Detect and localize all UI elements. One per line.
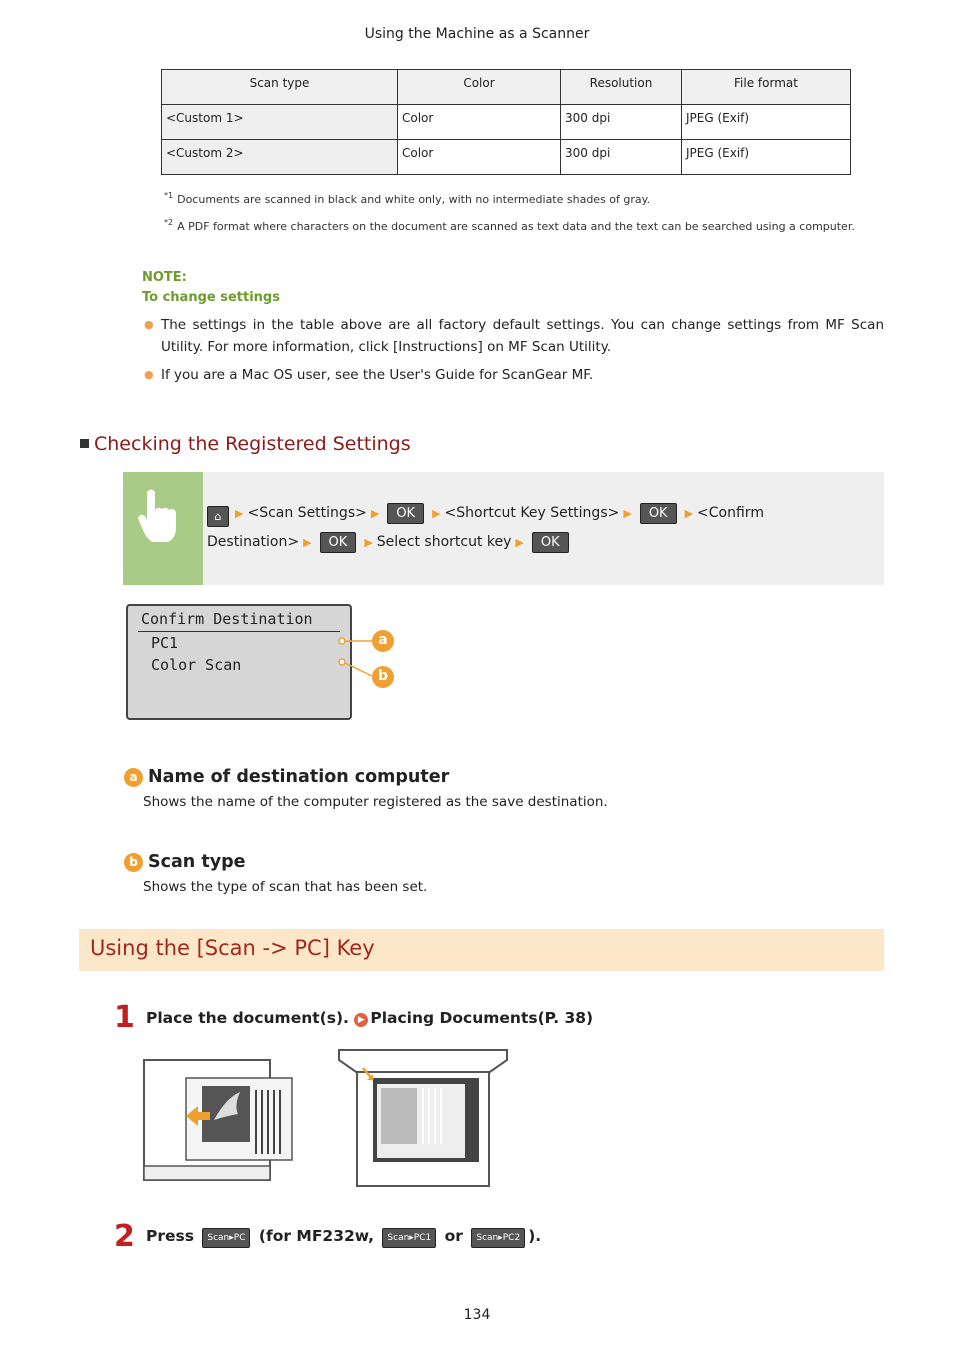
- table-cell: JPEG (Exif): [682, 105, 851, 140]
- operation-line-2: [207, 528, 867, 557]
- table-cell: <Custom 2>: [162, 140, 398, 175]
- column-header: File format: [682, 70, 851, 105]
- operation-text: Destination>: [207, 534, 300, 550]
- badge-a-icon: a: [124, 768, 143, 787]
- footnote-text: A PDF format where characters on the document are scanned as text data and the text can be searched using a computer.: [177, 220, 855, 233]
- table-cell: <Custom 1>: [162, 105, 398, 140]
- step-number: 2: [114, 1219, 135, 1254]
- step-text: [146, 1227, 541, 1248]
- operation-text: <Confirm: [697, 505, 764, 521]
- square-icon: [80, 439, 89, 448]
- arrow-icon: ▶: [515, 536, 524, 549]
- operation-box: [123, 472, 884, 585]
- operation-text: <Shortcut Key Settings>: [444, 505, 620, 521]
- scan-pc2-key: Scan▸PC2: [471, 1228, 525, 1248]
- arrow-icon: ▶: [623, 507, 632, 520]
- note-label: NOTE:: [142, 270, 187, 285]
- section-title: Checking the Registered Settings: [94, 433, 411, 455]
- operation-text: Select shortcut key: [376, 534, 512, 550]
- step-number: 1: [114, 1000, 135, 1035]
- lcd-title: Confirm Destination: [141, 610, 313, 628]
- note-subtitle: To change settings: [142, 290, 280, 305]
- footnote-2: [164, 218, 855, 233]
- section-heading: [80, 433, 411, 455]
- page-number: 134: [463, 1307, 491, 1323]
- callout-leaders: [336, 630, 376, 690]
- item-title-b: [124, 852, 246, 872]
- lcd-row-destination: PC1: [151, 634, 179, 652]
- item-description: Shows the name of the computer registered as the save destination.: [143, 794, 608, 810]
- hand-panel: [123, 472, 203, 585]
- footnote-text: Documents are scanned in black and white only, with no intermediate shades of gray.: [177, 193, 651, 206]
- home-icon: ⌂: [207, 506, 229, 527]
- step-instruction: Press: [146, 1227, 194, 1245]
- step-instruction: or: [444, 1227, 463, 1245]
- table-row: [162, 140, 851, 175]
- callout-a-icon: a: [372, 630, 394, 652]
- arrow-icon: ▶: [370, 507, 380, 520]
- scan-pc1-key: Scan▸PC1: [382, 1228, 436, 1248]
- list-item: [144, 364, 884, 386]
- lcd-row-scan-type: Color Scan: [151, 656, 242, 674]
- column-header: Resolution: [561, 70, 682, 105]
- ok-key: OK: [320, 532, 357, 553]
- column-header: Color: [398, 70, 561, 105]
- item-title-a: [124, 767, 449, 787]
- arrow-icon: ▶: [303, 536, 312, 549]
- table-header-row: [162, 70, 851, 105]
- lcd-display: [126, 604, 352, 720]
- table-cell: 300 dpi: [561, 140, 682, 175]
- step-instruction: (for MF232w,: [258, 1227, 374, 1245]
- platen-glass-illustration: [337, 1048, 509, 1188]
- arrow-icon: ▶: [364, 536, 373, 549]
- feeder-illustration: [142, 1058, 296, 1182]
- operation-text: <Scan Settings>: [247, 505, 367, 521]
- table-cell: Color: [398, 105, 561, 140]
- section-banner: [79, 929, 884, 971]
- link-arrow-icon: ▶: [354, 1013, 368, 1027]
- scan-pc-key: Scan▸PC: [202, 1228, 250, 1248]
- table-cell: 300 dpi: [561, 105, 682, 140]
- bullet-text: The settings in the table above are all factory default settings. You can change settings from MF Scan Utility. For more information, click [Instructions] on MF Scan Utility.: [161, 317, 884, 355]
- step-text: [146, 1009, 593, 1027]
- arrow-icon: ▶: [432, 507, 441, 520]
- lcd-divider: [138, 631, 340, 632]
- table-cell: Color: [398, 140, 561, 175]
- callout-b-icon: b: [372, 666, 394, 688]
- list-item: [144, 314, 884, 358]
- bullet-icon: ●: [144, 318, 154, 331]
- ok-key: OK: [640, 503, 677, 524]
- item-title-text: Name of destination computer: [148, 767, 450, 787]
- arrow-icon: ▶: [235, 507, 244, 520]
- scan-settings-table: [161, 69, 851, 175]
- badge-b-icon: b: [124, 853, 143, 872]
- item-description: Shows the type of scan that has been set.: [143, 879, 428, 895]
- operation-line-1: [207, 499, 867, 528]
- running-header: Using the Machine as a Scanner: [364, 26, 590, 42]
- item-title-text: Scan type: [148, 852, 246, 872]
- column-header: Scan type: [162, 70, 398, 105]
- placing-documents-link[interactable]: Placing Documents(P. 38): [370, 1009, 594, 1027]
- arrow-icon: ▶: [684, 507, 694, 520]
- banner-title: Using the [Scan -> PC] Key: [90, 936, 375, 960]
- step-instruction: ).: [528, 1227, 542, 1245]
- footnote-mark: *2: [164, 218, 174, 227]
- table-cell: JPEG (Exif): [682, 140, 851, 175]
- table-row: [162, 105, 851, 140]
- bullet-text: If you are a Mac OS user, see the User's Guide for ScanGear MF.: [161, 367, 594, 383]
- step-instruction: Place the document(s).: [146, 1009, 349, 1027]
- footnote-1: [164, 191, 650, 206]
- bullet-icon: ●: [144, 368, 154, 381]
- hand-pointer-icon: [123, 472, 203, 585]
- ok-key: OK: [532, 532, 569, 553]
- ok-key: OK: [387, 503, 424, 524]
- footnote-mark: *1: [164, 191, 174, 200]
